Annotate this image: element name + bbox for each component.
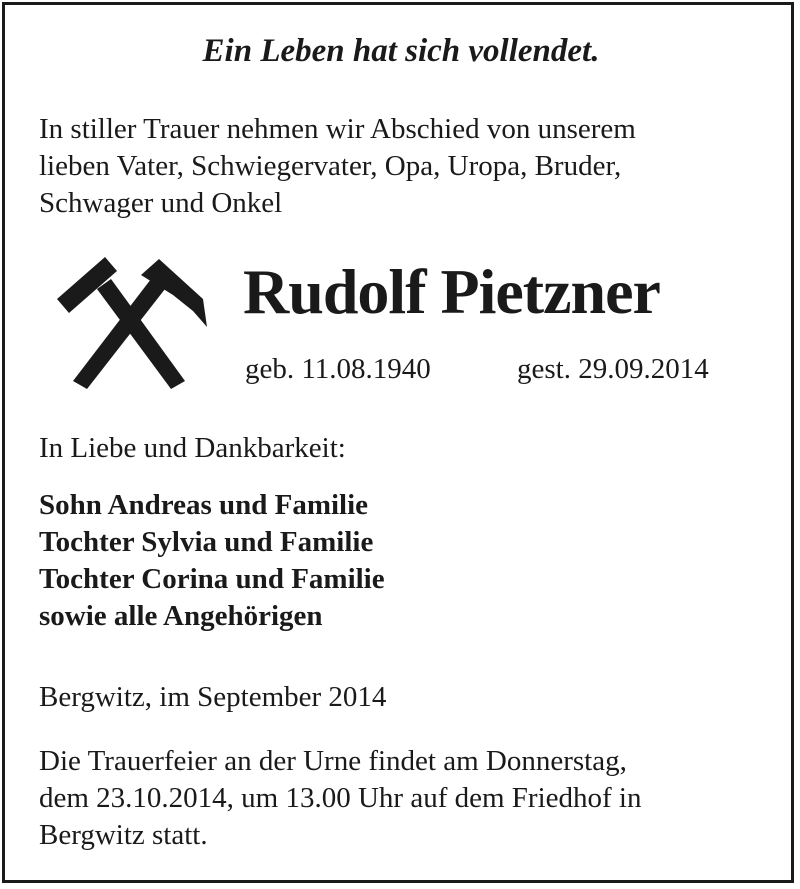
service-notice [39,743,641,854]
service-line: Bergwitz statt. [39,819,208,851]
mourners-list [39,487,385,635]
intro-text [39,111,779,222]
thanks-line: In Liebe und Dankbarkeit: [39,432,346,464]
deceased-name: Rudolf Pietzner [243,256,660,327]
obituary-frame [2,2,794,883]
birth-date: geb. 11.08.1940 [245,353,431,385]
headline: Ein Leben hat sich vollendet. [202,33,600,69]
death-date: gest. 29.09.2014 [517,353,709,385]
crossed-hammers-icon [53,253,208,391]
intro-line: Schwager und Onkel [39,187,283,219]
intro-line: In stiller Trauer nehmen wir Abschied von unserem [39,113,636,145]
service-line: Die Trauerfeier an der Urne findet am Donnerstag, [39,745,627,777]
place-date: Bergwitz, im September 2014 [39,681,387,713]
mourner-entry: sowie alle Angehörigen [39,600,323,632]
mourner-entry: Tochter Sylvia und Familie [39,526,374,558]
intro-line: lieben Vater, Schwiegervater, Opa, Uropa, Bruder, [39,150,622,182]
service-line: dem 23.10.2014, um 13.00 Uhr auf dem Friedhof in [39,782,642,814]
mourner-entry: Sohn Andreas und Familie [39,489,369,521]
mourner-entry: Tochter Corina und Familie [39,563,385,595]
